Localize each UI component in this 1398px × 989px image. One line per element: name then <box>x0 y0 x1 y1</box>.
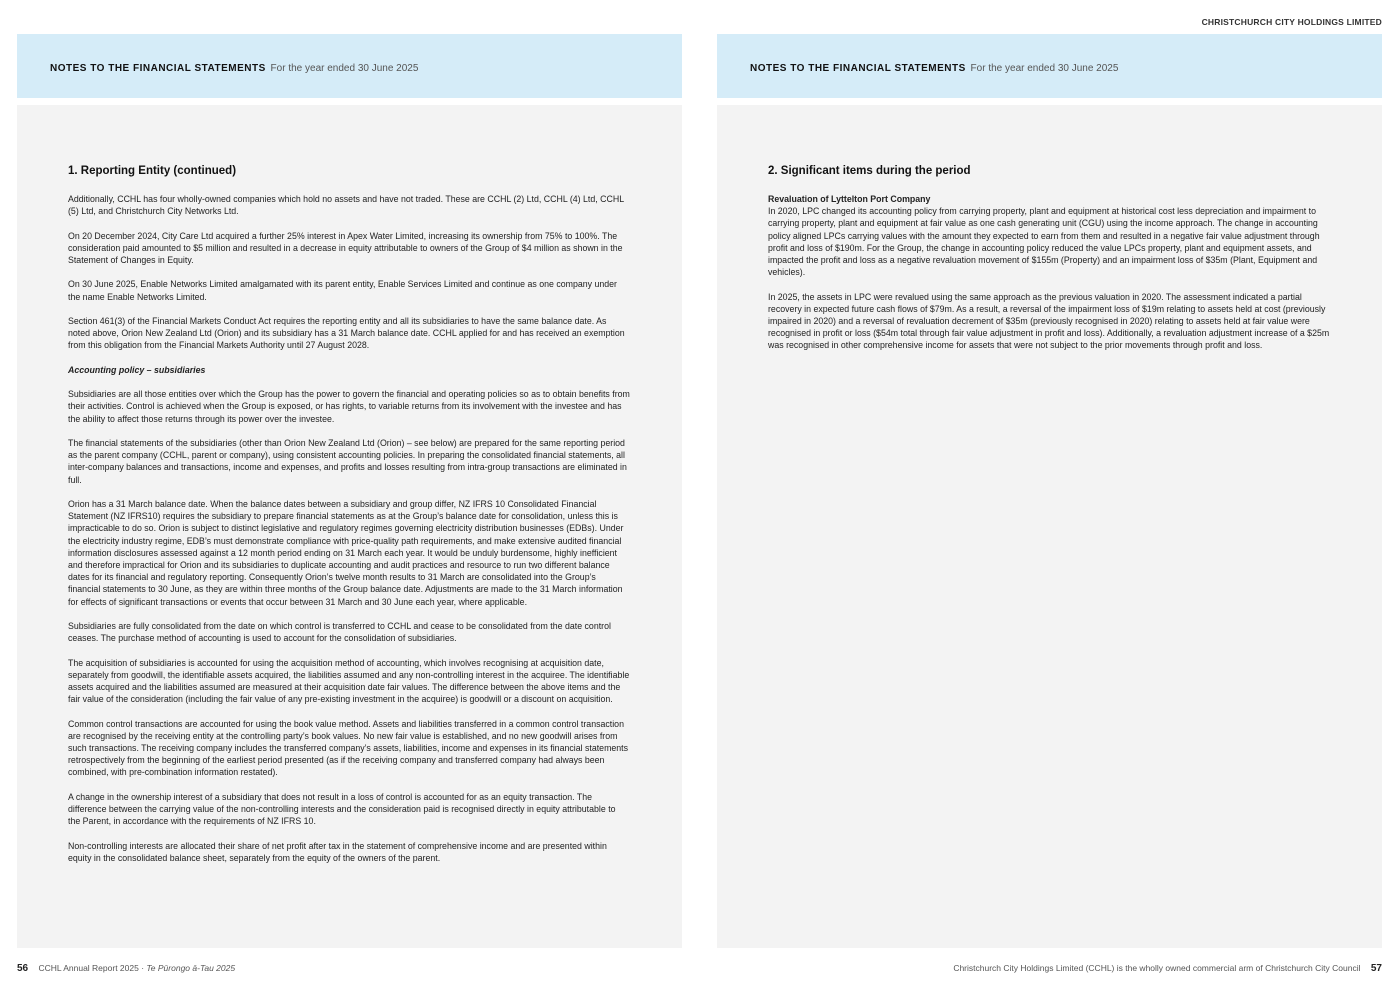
page-number: 57 <box>1370 963 1382 974</box>
section-title: NOTES TO THE FINANCIAL STATEMENTS <box>750 63 966 74</box>
page-header-band <box>717 34 1382 98</box>
item-subheading: Revaluation of Lyttelton Port Company <box>768 194 931 204</box>
company-header: CHRISTCHURCH CITY HOLDINGS LIMITED <box>1201 17 1382 27</box>
note-heading: 1. Reporting Entity (continued) <box>68 165 237 177</box>
paragraph: On 30 June 2025, Enable Networks Limited amalgamated with its parent entity, Enable Services Limited and continue as one company under the name Enable Networks Limited. <box>68 279 617 302</box>
paragraph: A change in the ownership interest of a subsidiary that does not result in a loss of control is accounted for as an equity transaction. The difference between the carrying value of the non-controlling interests and the consideration paid is recognised directly in equity attributable to the Parent, in accordance with the requirements of NZ IFRS 10. <box>68 791 616 827</box>
footer-text: CCHL Annual Report 2025 · <box>38 963 147 973</box>
page-header-band <box>17 34 682 98</box>
paragraph: Section 461(3) of the Financial Markets Conduct Act requires the reporting entity and all its subsidiaries to have the same balance date. As noted above, Orion New Zealand Ltd (Orion) and its subsidiary has a 31 March balance date. CCHL applied for and has received an exemption from this obligation from the Financial Markets Authority until 27 August 2028. <box>68 315 625 351</box>
paragraph: The financial statements of the subsidiaries (other than Orion New Zealand Ltd (Orion) – see below) are prepared for the same reporting period as the parent company (CCHL, parent or company), using consistent accounting policies. In preparing the consolidated financial statements, all inter-company balances and transactions, income and expenses, and profits and losses resulting from intra-group transactions are eliminated in full. <box>68 437 627 485</box>
section-title: NOTES TO THE FINANCIAL STATEMENTS <box>50 63 266 74</box>
content-panel <box>17 105 682 948</box>
paragraph: In 2025, the assets in LPC were revalued using the same approach as the previous valuation in 2020. The assessment indicated a partial recovery in expected future cash flows of $79m. As a result, a reversal of the impairment loss of $19m relating to assets held at cost (previously impaired in 2020) and a reversal of revaluation decrement of $35m (previously recognised in 2020) relating to assets held at fair value were recognised in profit or loss ($54m total through fair value adjustment in profit and loss). Additionally, a revaluation adjustment increase of a $25m was recognised in other comprehensive income for assets that were not subject to the prior movements through profit and loss. <box>768 291 1330 351</box>
paragraph: On 20 December 2024, City Care Ltd acquired a further 25% interest in Apex Water Limited, increasing its ownership from 75% to 100%. The consideration paid amounted to $5 million and resulted in a decrease in equity attributable to owners of the Group of $4 million as shown in the Statement of Changes in Equity. <box>68 230 623 265</box>
footer-text: Christchurch City Holdings Limited (CCHL) is the wholly owned commercial arm of Christchurch City Council <box>953 963 1361 973</box>
policy-subheading: Accounting policy – subsidiaries <box>68 364 206 375</box>
section-subtitle: For the year ended 30 June 2025 <box>970 63 1119 74</box>
footer-right <box>953 963 1382 974</box>
paragraph: In 2020, LPC changed its accounting policy from carrying property, plant and equipment at historical cost less depreciation and impairment to carrying property, plant and equipment at fair value as one cash generating unit (CGU) using the income approach. The change in accounting policy aligned LPCs carrying values with the amount they expected to earn from them and resulted in a negative fair value adjustment through profit and loss of $190m. For the Group, the change in accounting policy reduced the value LPCs property, plant and equipment assets, and impacted the profit and loss as a negative revaluation movement of $155m (Property) and an impairment loss of $35m (Plant, Equipment and vehicles). <box>768 206 1320 278</box>
paragraph: Non-controlling interests are allocated their share of net profit after tax in the statement of comprehensive income and are presented within equity in the consolidated balance sheet, separately from the equity of the owners of the parent. <box>68 840 607 863</box>
page-number: 56 <box>17 963 29 974</box>
footer-left <box>17 963 235 974</box>
left-page <box>17 34 682 948</box>
paragraph: Subsidiaries are all those entities over which the Group has the power to govern the financial and operating policies so as to obtain benefits from their activities. Control is achieved when the Group is exposed, or has rights, to variable returns from its involvement with the investee and has the ability to affect those returns through its power over the investee. <box>68 389 630 424</box>
note-heading: 2. Significant items during the period <box>768 165 971 177</box>
paragraph: The acquisition of subsidiaries is accounted for using the acquisition method of accounting, which involves recognising at acquisition date, separately from goodwill, the identifiable assets acquired, the liabilities assumed and any non-controlling interest in the acquiree. The identifiable assets acquired and the liabilities assumed are measured at their acquisition date fair values. The difference between the above items and the fair value of the consideration (including the fair value of any pre-existing investment in the acquiree) is goodwill or a discount on acquisition. <box>68 657 630 705</box>
right-page <box>717 34 1382 948</box>
content-panel <box>717 105 1382 948</box>
footer-text-italic: Te Pūrongo ā-Tau 2025 <box>146 963 236 973</box>
paragraph: Common control transactions are accounted for using the book value method. Assets and liabilities transferred in a common control transaction are recognised by the receiving entity at the controlling party’s book values. No new fair value is established, and no new goodwill arises from such transactions. The receiving company includes the transferred company’s assets, liabilities, income and expenses in its financial statements retrospectively from the beginning of the earliest period presented (as if the receiving company and transferred company had always been combined, with pre-combination information restated). <box>68 718 629 778</box>
paragraph: Subsidiaries are fully consolidated from the date on which control is transferred to CCHL and cease to be consolidated from the date control ceases. The purchase method of accounting is used to account for the consolidation of subsidiaries. <box>68 620 611 644</box>
paragraph: Additionally, CCHL has four wholly-owned companies which hold no assets and have not traded. These are CCHL (2) Ltd, CCHL (4) Ltd, CCHL (5) Ltd, and Christchurch City Networks Ltd. <box>68 194 624 217</box>
paragraph: Orion has a 31 March balance date. When the balance dates between a subsidiary and group differ, NZ IFRS 10 Consolidated Financial Statement (NZ IFRS10) requires the subsidiary to prepare financial statements as at the Group’s balance date for consolidation, unless this is impracticable to do so. Orion is subject to distinct legislative and regulatory regimes governing electricity distribution businesses (EDBs). Under the electricity industry regime, EDB’s must demonstrate compliance with price-quality path requirements, and make extensive audited financial information disclosures assessed against a 12 month period ending on 31 March each year. It would be unduly burdensome, highly inefficient and therefore impractical for Orion and its subsidiaries to duplicate accounting and audit practices and resource to run two different balance dates for its financial and regulatory reporting. Consequently Orion’s twelve month results to 31 March are consolidated into the Group’s financial statements to 30 June, as they are within three months of the Group balance date. Adjustments are made to the 31 March information for effects of significant transactions or events that occur between 31 March and 30 June each year, where applicable. <box>68 498 624 607</box>
section-subtitle: For the year ended 30 June 2025 <box>270 63 419 74</box>
